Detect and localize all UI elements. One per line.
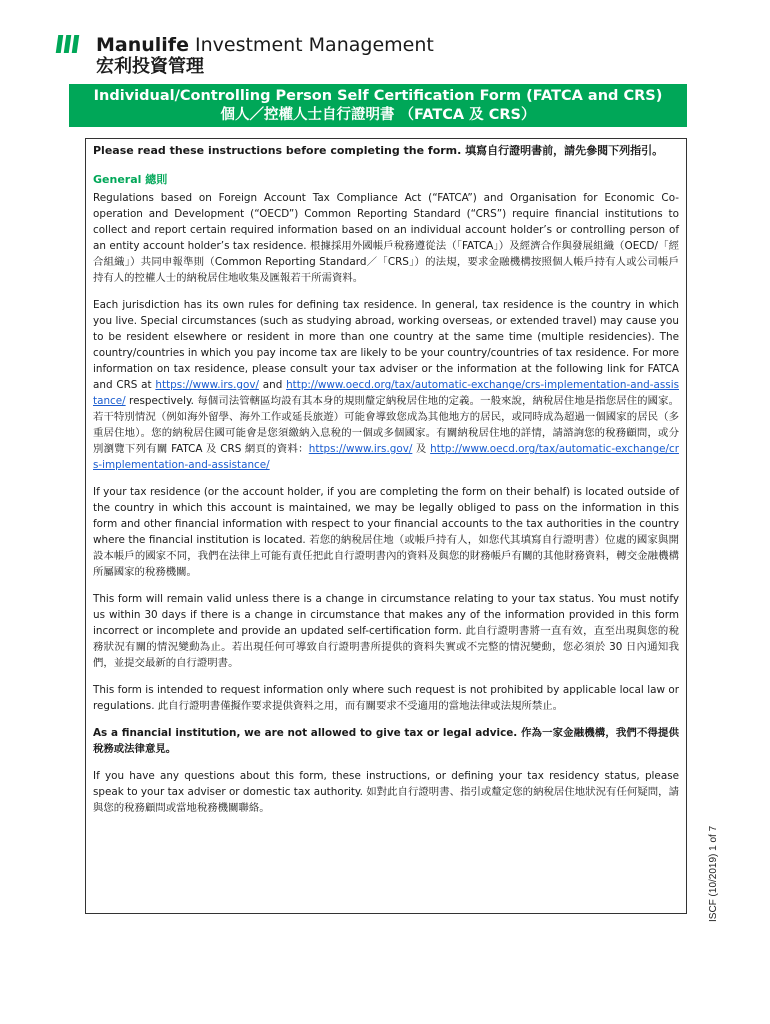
intro-text: Please read these instructions before completing the form. 填寫自行證明書前，請先參閱下列指引。	[93, 144, 664, 157]
paragraph-tax-residence: Each jurisdiction has its own rules for defining tax residence. In general, tax residence is the country in which you live. Special circumstances (such as studying abroad, working overseas, or extended travel) may cause you to be resident elsewhere or resident in more than one country at the same time (multiple residencies). The country/countries in which you pay income tax are likely to be your country/countries of tax residence. For more information on tax residence, please consult your tax adviser or the information at the following link for FATCA and CRS at https://www.irs.gov/ and http://www.oecd.org/tax/automatic-exchange/crs-implementation-and-assistance/ respectively. 每個司法管轄區均設有其本身的規則釐定納稅居住地的定義。一般來說，納稅居住地是指您居住的國家。若干特別情況（例如海外留學、海外工作或延長旅遊）可能會導致您成為其他地方的居民，或同時成為超過一個國家的居民（多重居住地）。您的納稅居住國可能會是您須繳納入息稅的一個或多個國家。有關納稅居住地的詳情，請諮詢您的稅務顧問，或分別瀏覽下列有關 FATCA 及 CRS 網頁的資料：https://www.irs.gov/ 及 http://www.oecd.org/tax/automatic-exchange/crs-implementation-and-assistance/	[93, 299, 679, 471]
paragraph-questions: If you have any questions about this form, these instructions, or defining your tax residency status, please speak to your tax adviser or domestic tax authority. 如對此自行證明書、指引或釐定您的納稅居住地狀況有任何疑問，請與您的稅務顧問或當地稅務機關聯絡。	[93, 770, 679, 814]
oecd-link[interactable]: http://www.oecd.org/tax/automatic-exchange/crs-implementation-and-assistance/	[93, 379, 679, 407]
paragraph-validity: This form will remain valid unless there is a change in circumstance relating to your tax status. You must notify us within 30 days if there is a change in circumstance that makes any of the information provided in this form incorrect or incomplete and provide an updated self-certification form. 此自行證明書將一直有效，直至出現與您的稅務狀況有關的情況變動為止。若出現任何可導致自行證明書所提供的資料失實或不完整的情況變動，您必須於 30 日內通知我們，並提交最新的自行證明書。	[93, 593, 679, 669]
paragraph-no-advice: As a financial institution, we are not allowed to give tax or legal advice. 作為一家金融機構，我們不得提供稅務或法律意見。	[93, 727, 679, 755]
paragraph-outside-country: If your tax residence (or the account holder, if you are completing the form on their behalf) is located outside of the country in which this account is maintained, we may be legally obliged to pass on the information in this form and other financial information with respect to your financial accounts to the tax authorities in the country where the financial institution is located. 若您的納稅居住地（或帳戶持有人，如您代其填寫自行證明書）位處的國家與開設本帳戶的國家不同，我們在法律上可能有責任把此自行證明書內的資料及與您的財務帳戶有關的其他財務資料，轉交金融機構所屬國家的稅務機關。	[93, 486, 679, 578]
irs-link-zh[interactable]: https://www.irs.gov/	[308, 443, 413, 455]
paragraph-regulations: Regulations based on Foreign Account Tax Compliance Act (“FATCA”) and Organisation for Economic Co-operation and Development (“OECD”) Common Reporting Standard (“CRS”) require financial institutions to collect and report certain required information based on an individual account holder’s or controlling person of an entity account holder’s tax residence. 根據採用外國帳戶稅務遵從法（「FATCA」）及經濟合作與發展組織（OECD/「經合組織」）共同申報準則（Common Reporting Standard／「CRS」）的法規，要求金融機構按照個人帳戶持有人或公司帳戶持有人的控權人士的納稅居住地收集及匯報若干所需資料。	[93, 192, 679, 284]
general-heading: General 總則	[93, 173, 168, 186]
form-title-zh: 個人／控權人士自行證明書 （FATCA 及 CRS）	[220, 107, 536, 123]
manulife-m-icon	[56, 35, 80, 53]
instructions-content	[93, 143, 679, 827]
page-footer-code: ISCF (10/2019) 1 of 7	[708, 825, 719, 922]
irs-link[interactable]: https://www.irs.gov/	[155, 379, 259, 391]
form-title-banner	[69, 84, 687, 127]
paragraph-local-law: This form is intended to request information only where such request is not prohibited by applicable local law or regulations. 此自行證明書僅擬作要求提供資料之用，而有關要求不受適用的當地法律或法規所禁止。	[93, 684, 679, 712]
form-title-en: Individual/Controlling Person Self Certification Form (FATCA and CRS)	[93, 88, 663, 104]
oecd-link-zh[interactable]: http://www.oecd.org/tax/automatic-exchange/crs-implementation-and-assistance/	[93, 443, 679, 471]
brand-name: Manulife Investment Management	[96, 34, 434, 56]
brand-name-zh: 宏利投資管理	[96, 56, 204, 77]
